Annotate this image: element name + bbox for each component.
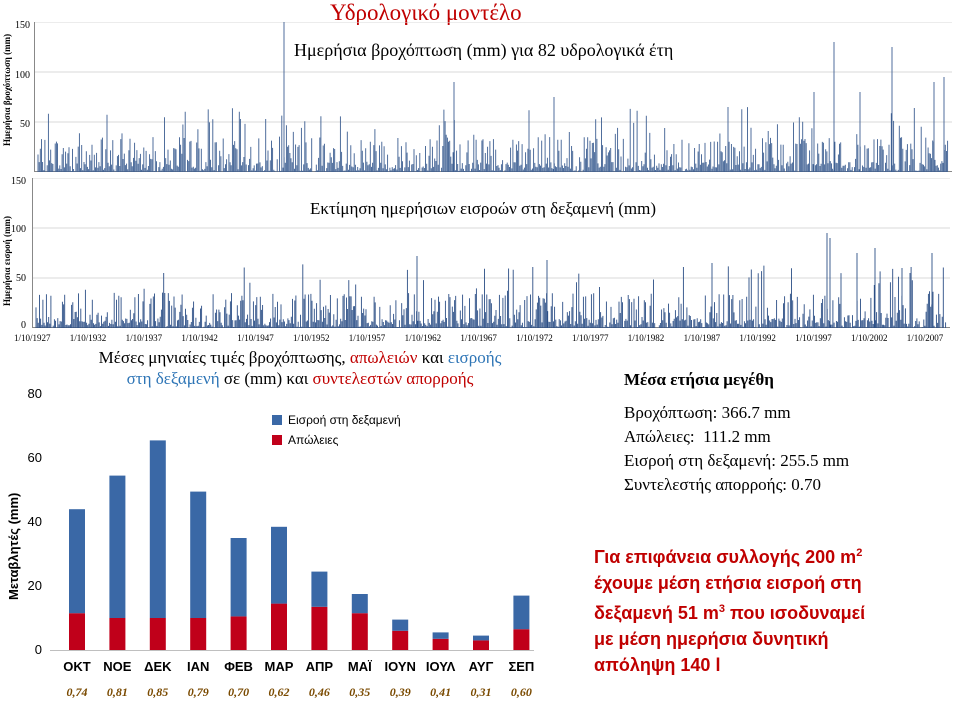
bar-losses — [473, 640, 489, 650]
inflow-ytick-100: 100 — [11, 224, 26, 235]
date-tick-label: 1/10/1997 — [795, 333, 832, 343]
bar-losses — [352, 613, 368, 650]
legend-swatch-inflow — [272, 415, 282, 425]
main-title: Υδρολογικό μοντέλο — [330, 0, 522, 25]
date-tick-label: 1/10/1972 — [516, 333, 553, 343]
date-tick-label: 1/10/1927 — [14, 333, 51, 343]
month-label: ΙΟΥΝ — [384, 659, 416, 674]
bar-losses — [513, 629, 529, 650]
note-text: που ισοδυναμεί — [725, 603, 866, 623]
legend-swatch-losses — [272, 435, 282, 445]
date-tick-label: 1/10/1957 — [348, 333, 386, 343]
coefficient-label: 0,70 — [228, 685, 250, 699]
date-tick-label: 1/10/1937 — [125, 333, 163, 343]
bar-losses — [150, 618, 166, 650]
monthly-title-reservoir: στη δεξαμενή — [126, 369, 220, 388]
month-label: ΟΚΤ — [63, 659, 91, 674]
date-tick-label: 1/10/1952 — [293, 333, 330, 343]
note-line-1 — [594, 540, 865, 570]
monthly-title — [40, 347, 560, 389]
month-label: ΦΕΒ — [224, 659, 253, 674]
note-line-5: απόληψη 140 l — [594, 655, 721, 675]
bar-inflow — [473, 636, 489, 641]
date-tick-label: 1/10/2002 — [851, 333, 888, 343]
bar-inflow — [513, 596, 529, 630]
date-tick-label: 1/10/1967 — [460, 333, 497, 343]
legend-label-inflow: Εισροή στη δεξαμενή — [288, 413, 401, 427]
bar-inflow — [109, 476, 125, 618]
annual-coefficient: Συντελεστής απορροής: 0.70 — [624, 475, 822, 494]
note-sup: 3 — [718, 603, 726, 615]
date-tick-label: 1/10/1947 — [237, 333, 274, 343]
date-tick-label: 1/10/1977 — [572, 333, 609, 343]
bar-inflow — [69, 509, 85, 613]
inflow-ylabel: Ημερήσια εισροή (mm) — [2, 215, 12, 306]
note-line-3 — [594, 596, 865, 626]
month-label: ΜΑΡ — [264, 659, 294, 674]
inflow-ytick-0: 0 — [21, 320, 26, 331]
bar-inflow — [433, 632, 449, 638]
coefficient-label: 0,46 — [308, 685, 330, 699]
coefficient-label: 0,60 — [510, 685, 532, 699]
rain-ytick-100: 100 — [15, 70, 30, 81]
date-tick-label: 1/10/1942 — [181, 333, 218, 343]
rain-ytick-150: 150 — [15, 20, 30, 31]
date-tick-label: 1/10/2007 — [906, 333, 944, 343]
bar-inflow — [311, 572, 327, 607]
monthly-title-coef: συντελεστών απορροής — [312, 369, 474, 388]
bar-inflow — [231, 538, 247, 616]
bar-losses — [69, 613, 85, 650]
coefficient-label: 0,81 — [106, 685, 128, 699]
note-box — [594, 540, 865, 678]
monthly-ytick: 20 — [27, 578, 42, 593]
monthly-ylabel: Μεταβλητές (mm) — [6, 492, 21, 600]
date-tick-label: 1/10/1932 — [69, 333, 107, 343]
month-label: ΔΕΚ — [144, 659, 172, 674]
month-label: ΑΥΓ — [468, 659, 494, 674]
date-tick-label: 1/10/1992 — [739, 333, 776, 343]
bar-inflow — [190, 492, 206, 618]
annual-rain: Βροχόπτωση: 366.7 mm — [624, 403, 791, 422]
bar-losses — [433, 639, 449, 650]
annual-inflow: Εισροή στη δεξαμενή: 255.5 mm — [624, 451, 850, 470]
note-line-2: έχουμε μέση ετήσια εισροή στη — [594, 573, 862, 593]
bar-inflow — [150, 440, 166, 618]
legend-item-losses — [272, 430, 401, 450]
note-sup: 2 — [856, 547, 863, 559]
monthly-ytick: 0 — [34, 642, 42, 657]
inflow-series — [36, 233, 946, 328]
annual-box — [624, 368, 849, 497]
inflow-ytick-150: 150 — [11, 176, 26, 187]
monthly-ytick: 80 — [27, 386, 42, 401]
date-tick-label: 1/10/1962 — [404, 333, 442, 343]
note-line-4: με μέση ημερήσια δυνητική — [594, 629, 829, 649]
monthly-title-losses: απωλειών — [349, 348, 418, 367]
rain-ytick-50: 50 — [20, 119, 30, 130]
inflow-ytick-50: 50 — [16, 273, 26, 284]
monthly-title-part: σε (mm) και — [219, 369, 313, 388]
bar-losses — [271, 604, 287, 650]
date-tick-label: 1/10/1987 — [683, 333, 721, 343]
monthly-title-part: και — [417, 348, 448, 367]
bar-losses — [190, 618, 206, 650]
note-text: Για επιφάνεια συλλογής 200 m — [594, 547, 857, 567]
bar-losses — [231, 616, 247, 650]
coefficient-label: 0,85 — [147, 685, 169, 699]
month-label: ΙΟΥΛ — [425, 659, 456, 674]
annual-heading: Μέσα ετήσια μεγέθη — [624, 370, 774, 389]
legend — [272, 410, 401, 450]
monthly-ytick: 40 — [27, 514, 42, 529]
monthly-ytick: 60 — [27, 450, 42, 465]
date-tick-label: 1/10/1982 — [627, 333, 665, 343]
note-text: δεξαμενή 51 m — [594, 603, 719, 623]
rain-ylabel: Ημερήσια βροχόπτωση (mm) — [2, 33, 12, 146]
bar-losses — [311, 607, 327, 650]
coefficient-label: 0,39 — [389, 685, 411, 699]
rain-panel-title: Ημερήσια βροχόπτωση (mm) για 82 υδρολογικά έτη — [294, 40, 674, 60]
coefficient-label: 0,62 — [268, 685, 290, 699]
bar-losses — [392, 631, 408, 650]
bar-inflow — [392, 620, 408, 631]
month-label: ΙΑΝ — [186, 659, 210, 674]
month-label: ΣΕΠ — [508, 659, 535, 674]
coefficient-label: 0,35 — [349, 685, 371, 699]
annual-losses: Απώλειες: 111.2 mm — [624, 427, 771, 446]
coefficient-label: 0,74 — [66, 685, 88, 699]
coefficient-label: 0,41 — [430, 685, 452, 699]
coefficient-label: 0,31 — [470, 685, 492, 699]
bar-inflow — [271, 527, 287, 604]
legend-label-losses: Απώλειες — [288, 433, 339, 447]
bar-inflow — [352, 594, 368, 613]
bar-losses — [109, 618, 125, 650]
legend-item-inflow — [272, 410, 401, 430]
coefficient-label: 0,79 — [187, 685, 209, 699]
month-label: ΝΟΕ — [103, 659, 132, 674]
inflow-panel-title: Εκτίμηση ημερήσιων εισροών στη δεξαμενή (mm) — [310, 199, 657, 218]
month-label: ΜΑΪ — [347, 659, 372, 674]
monthly-title-part: Μέσες μηνιαίες τιμές βροχόπτωσης, — [98, 348, 350, 367]
month-label: ΑΠΡ — [305, 659, 334, 674]
monthly-title-inflow: εισροής — [447, 348, 502, 367]
